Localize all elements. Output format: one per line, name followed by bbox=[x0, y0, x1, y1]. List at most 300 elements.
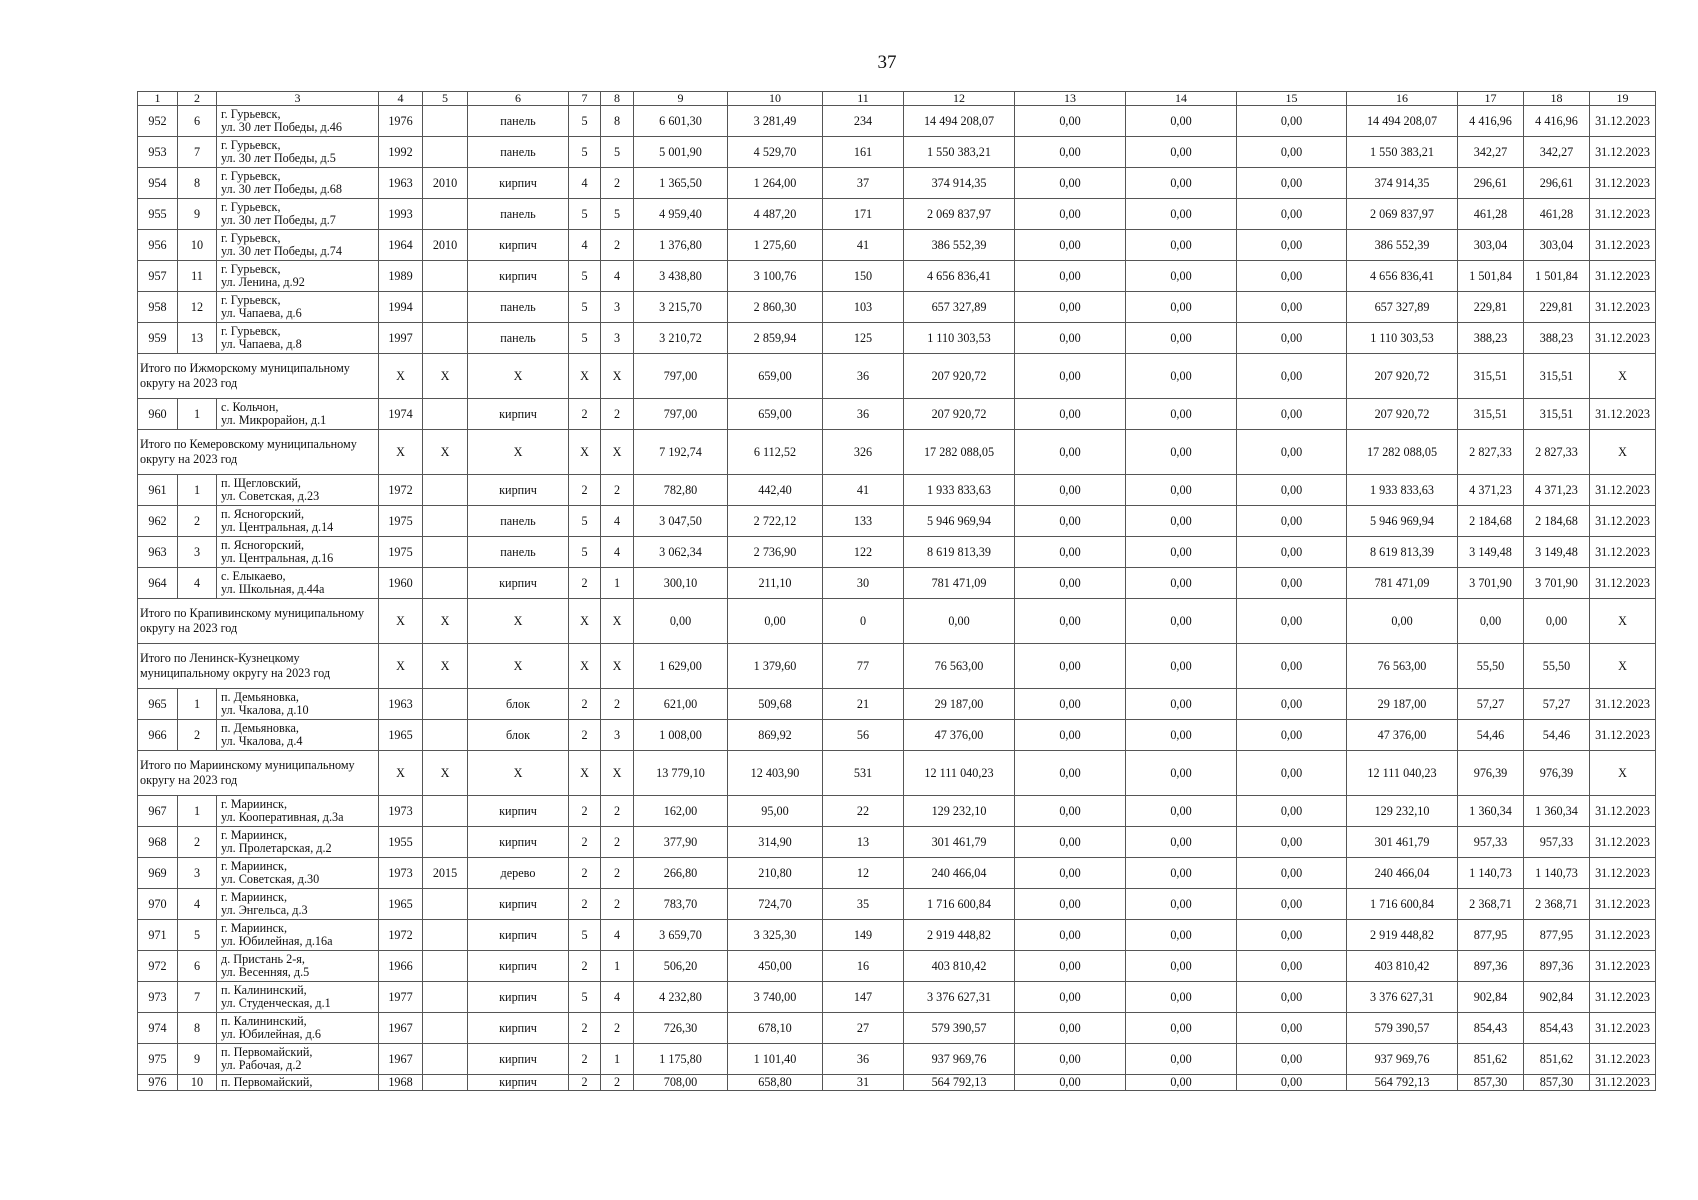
table-cell: 897,36 bbox=[1458, 951, 1524, 982]
table-cell: 36 bbox=[823, 399, 904, 430]
table-cell bbox=[423, 199, 468, 230]
table-cell: 16 bbox=[823, 951, 904, 982]
table-cell: 1955 bbox=[379, 827, 423, 858]
table-cell: 658,80 bbox=[728, 1075, 823, 1091]
address-street: ул. Чапаева, д.8 bbox=[221, 337, 302, 351]
table-cell: 13 bbox=[823, 827, 904, 858]
table-cell: 0,00 bbox=[1015, 689, 1126, 720]
table-cell: 0,00 bbox=[1126, 751, 1237, 796]
column-number: 4 bbox=[379, 92, 423, 106]
table-cell: панель bbox=[468, 106, 569, 137]
table-cell: 374 914,35 bbox=[904, 168, 1015, 199]
table-cell bbox=[423, 889, 468, 920]
table-cell: X bbox=[468, 599, 569, 644]
table-cell: 12 111 040,23 bbox=[904, 751, 1015, 796]
table-cell: 3 376 627,31 bbox=[904, 982, 1015, 1013]
table-cell: 5 946 969,94 bbox=[904, 506, 1015, 537]
table-cell: 5 bbox=[178, 920, 217, 951]
table-cell: 972 bbox=[138, 951, 178, 982]
table-cell: 0,00 bbox=[1015, 951, 1126, 982]
table-cell: 937 969,76 bbox=[904, 1044, 1015, 1075]
table-cell: 31.12.2023 bbox=[1590, 827, 1656, 858]
column-number: 12 bbox=[904, 92, 1015, 106]
table-cell: 0,00 bbox=[1237, 475, 1347, 506]
table-cell: 976,39 bbox=[1458, 751, 1524, 796]
table-cell: 0,00 bbox=[1237, 1044, 1347, 1075]
table-cell: 2 184,68 bbox=[1524, 506, 1590, 537]
table-cell: 0,00 bbox=[1015, 889, 1126, 920]
table-cell: 0,00 bbox=[1237, 599, 1347, 644]
table-cell: 2 bbox=[569, 720, 601, 751]
table-cell: 3 215,70 bbox=[634, 292, 728, 323]
table-cell: 2010 bbox=[423, 230, 468, 261]
table-cell: X bbox=[601, 430, 634, 475]
table-cell: 0,00 bbox=[1237, 537, 1347, 568]
address-street: ул. Пролетарская, д.2 bbox=[221, 841, 332, 855]
table-cell: 1 bbox=[178, 796, 217, 827]
table-cell: X bbox=[601, 354, 634, 399]
table-cell: кирпич bbox=[468, 399, 569, 430]
table-cell: 2 736,90 bbox=[728, 537, 823, 568]
table-cell: 1964 bbox=[379, 230, 423, 261]
address-cell bbox=[217, 982, 379, 1013]
table-cell: 31 bbox=[823, 1075, 904, 1091]
table-cell: 1965 bbox=[379, 720, 423, 751]
table-cell: 0,00 bbox=[1126, 323, 1237, 354]
table-cell: 77 bbox=[823, 644, 904, 689]
table-cell: 0,00 bbox=[1126, 889, 1237, 920]
table-cell: 6 bbox=[178, 951, 217, 982]
table-cell: 0,00 bbox=[1015, 292, 1126, 323]
table-cell: 57,27 bbox=[1524, 689, 1590, 720]
table-cell: 3 bbox=[178, 537, 217, 568]
table-cell: 659,00 bbox=[728, 399, 823, 430]
address-locality: г. Гурьевск, bbox=[221, 324, 281, 338]
table-cell: 2 bbox=[178, 720, 217, 751]
table-cell: 1 110 303,53 bbox=[904, 323, 1015, 354]
table-cell: 229,81 bbox=[1458, 292, 1524, 323]
table-cell: 2 bbox=[569, 889, 601, 920]
address-street: ул. Ленина, д.92 bbox=[221, 275, 305, 289]
address-street: ул. Рабочая, д.2 bbox=[221, 1058, 302, 1072]
table-row bbox=[138, 199, 1656, 230]
table-cell: 877,95 bbox=[1458, 920, 1524, 951]
summary-label: Итого по Крапивинскому муниципальному округу на 2023 год bbox=[138, 599, 379, 644]
table-cell: 0,00 bbox=[1015, 751, 1126, 796]
table-cell: X bbox=[569, 751, 601, 796]
table-cell: 17 282 088,05 bbox=[1347, 430, 1458, 475]
table-cell: 47 376,00 bbox=[1347, 720, 1458, 751]
column-number: 7 bbox=[569, 92, 601, 106]
table-cell: 797,00 bbox=[634, 354, 728, 399]
table-cell: 10 bbox=[178, 1075, 217, 1091]
table-cell: X bbox=[1590, 354, 1656, 399]
table-cell: 0,00 bbox=[1524, 599, 1590, 644]
table-cell: 902,84 bbox=[1524, 982, 1590, 1013]
table-cell: 234 bbox=[823, 106, 904, 137]
table-cell: 2 bbox=[569, 689, 601, 720]
table-cell: 0,00 bbox=[1126, 506, 1237, 537]
table-cell: 0,00 bbox=[1237, 568, 1347, 599]
summary-row bbox=[138, 644, 1656, 689]
table-cell: X bbox=[1590, 751, 1656, 796]
table-row bbox=[138, 475, 1656, 506]
table-cell: 207 920,72 bbox=[904, 354, 1015, 399]
address-cell bbox=[217, 720, 379, 751]
table-cell: 266,80 bbox=[634, 858, 728, 889]
table-row bbox=[138, 720, 1656, 751]
address-locality: г. Гурьевск, bbox=[221, 293, 281, 307]
table-cell: 133 bbox=[823, 506, 904, 537]
table-cell: 0,00 bbox=[904, 599, 1015, 644]
table-cell: 2 069 837,97 bbox=[904, 199, 1015, 230]
table-cell: 6 601,30 bbox=[634, 106, 728, 137]
table-cell: 162,00 bbox=[634, 796, 728, 827]
table-cell: 781 471,09 bbox=[904, 568, 1015, 599]
table-cell: 955 bbox=[138, 199, 178, 230]
address-locality: п. Первомайский, bbox=[221, 1045, 313, 1059]
table-cell: 14 494 208,07 bbox=[904, 106, 1015, 137]
table-cell: 1976 bbox=[379, 106, 423, 137]
table-cell: 31.12.2023 bbox=[1590, 1075, 1656, 1091]
table-cell: 0,00 bbox=[1237, 106, 1347, 137]
table-cell: 5 946 969,94 bbox=[1347, 506, 1458, 537]
table-cell: 0,00 bbox=[1015, 858, 1126, 889]
table-cell: 1973 bbox=[379, 796, 423, 827]
table-cell: 5 bbox=[569, 323, 601, 354]
table-cell: 1973 bbox=[379, 858, 423, 889]
table-cell: 678,10 bbox=[728, 1013, 823, 1044]
table-cell: 27 bbox=[823, 1013, 904, 1044]
table-cell: 171 bbox=[823, 199, 904, 230]
table-cell: 388,23 bbox=[1458, 323, 1524, 354]
address-cell bbox=[217, 168, 379, 199]
table-cell: 0,00 bbox=[1237, 689, 1347, 720]
table-cell: 17 282 088,05 bbox=[904, 430, 1015, 475]
table-cell: 0,00 bbox=[1126, 1013, 1237, 1044]
table-cell: 315,51 bbox=[1524, 354, 1590, 399]
table-cell: 1960 bbox=[379, 568, 423, 599]
column-number: 6 bbox=[468, 92, 569, 106]
table-cell: 953 bbox=[138, 137, 178, 168]
table-cell: 4 bbox=[601, 537, 634, 568]
table-cell: 374 914,35 bbox=[1347, 168, 1458, 199]
table-cell: 2 827,33 bbox=[1458, 430, 1524, 475]
table-cell: X bbox=[601, 599, 634, 644]
table-row bbox=[138, 889, 1656, 920]
table-cell: 1 bbox=[601, 1044, 634, 1075]
table-cell bbox=[423, 1075, 468, 1091]
table-cell: 4 bbox=[178, 889, 217, 920]
address-locality: г. Гурьевск, bbox=[221, 262, 281, 276]
table-cell: 22 bbox=[823, 796, 904, 827]
table-cell: 0,00 bbox=[1015, 796, 1126, 827]
table-cell: 4 487,20 bbox=[728, 199, 823, 230]
address-cell bbox=[217, 506, 379, 537]
table-cell: 506,20 bbox=[634, 951, 728, 982]
table-cell: кирпич bbox=[468, 920, 569, 951]
table-cell: 9 bbox=[178, 199, 217, 230]
address-cell bbox=[217, 399, 379, 430]
table-cell: 31.12.2023 bbox=[1590, 106, 1656, 137]
table-cell: 303,04 bbox=[1524, 230, 1590, 261]
table-cell: 29 187,00 bbox=[1347, 689, 1458, 720]
table-cell: 0,00 bbox=[1015, 199, 1126, 230]
table-cell: 8 bbox=[601, 106, 634, 137]
table-cell: 0,00 bbox=[1126, 827, 1237, 858]
table-cell: 4 656 836,41 bbox=[904, 261, 1015, 292]
table-cell: 0,00 bbox=[1126, 106, 1237, 137]
table-cell bbox=[423, 292, 468, 323]
table-cell: 4 bbox=[601, 261, 634, 292]
table-cell: 4 416,96 bbox=[1524, 106, 1590, 137]
table-cell: 0,00 bbox=[1015, 1075, 1126, 1091]
address-street: ул. Весенняя, д.5 bbox=[221, 965, 310, 979]
table-cell: блок bbox=[468, 689, 569, 720]
table-cell: X bbox=[423, 644, 468, 689]
table-cell: 579 390,57 bbox=[1347, 1013, 1458, 1044]
table-cell: 12 bbox=[823, 858, 904, 889]
table-row bbox=[138, 982, 1656, 1013]
table-cell bbox=[423, 537, 468, 568]
table-cell: 2 bbox=[178, 827, 217, 858]
table-cell: 3 bbox=[178, 858, 217, 889]
table-cell: 1 bbox=[601, 951, 634, 982]
table-cell: 0,00 bbox=[1237, 323, 1347, 354]
address-cell bbox=[217, 261, 379, 292]
table-cell: панель bbox=[468, 199, 569, 230]
table-cell: 2 bbox=[569, 399, 601, 430]
table-cell: кирпич bbox=[468, 230, 569, 261]
table-cell: 1 933 833,63 bbox=[904, 475, 1015, 506]
table-cell: 1993 bbox=[379, 199, 423, 230]
column-number: 9 bbox=[634, 92, 728, 106]
table-cell: 1 376,80 bbox=[634, 230, 728, 261]
table-cell bbox=[423, 720, 468, 751]
table-cell: 3 740,00 bbox=[728, 982, 823, 1013]
table-cell: 5 bbox=[569, 199, 601, 230]
table-cell: X bbox=[423, 430, 468, 475]
table-cell: 95,00 bbox=[728, 796, 823, 827]
table-cell: панель bbox=[468, 323, 569, 354]
table-cell: 5 bbox=[569, 920, 601, 951]
address-street: ул. Кооперативная, д.3а bbox=[221, 810, 344, 824]
summary-row bbox=[138, 430, 1656, 475]
table-cell: 4 bbox=[601, 506, 634, 537]
table-cell bbox=[423, 1013, 468, 1044]
address-locality: г. Мариинск, bbox=[221, 797, 288, 811]
table-cell: 2 bbox=[601, 475, 634, 506]
table-cell: 147 bbox=[823, 982, 904, 1013]
table-cell: 0,00 bbox=[1126, 430, 1237, 475]
table-row bbox=[138, 137, 1656, 168]
table-cell: 2 919 448,82 bbox=[1347, 920, 1458, 951]
table-cell: 1994 bbox=[379, 292, 423, 323]
table-cell: 125 bbox=[823, 323, 904, 354]
table-cell: 971 bbox=[138, 920, 178, 951]
table-cell: панель bbox=[468, 506, 569, 537]
table-cell: 76 563,00 bbox=[1347, 644, 1458, 689]
table-cell: 3 210,72 bbox=[634, 323, 728, 354]
table-cell: 3 062,34 bbox=[634, 537, 728, 568]
table-cell: дерево bbox=[468, 858, 569, 889]
table-cell: 877,95 bbox=[1524, 920, 1590, 951]
table-cell: 1997 bbox=[379, 323, 423, 354]
table-cell: 4 bbox=[601, 920, 634, 951]
table-cell: 54,46 bbox=[1524, 720, 1590, 751]
table-cell: 1 550 383,21 bbox=[904, 137, 1015, 168]
table-cell: 509,68 bbox=[728, 689, 823, 720]
table-cell: X bbox=[569, 430, 601, 475]
table-row bbox=[138, 827, 1656, 858]
table-cell: 0,00 bbox=[634, 599, 728, 644]
table-cell: 0,00 bbox=[1015, 982, 1126, 1013]
table-cell: 5 bbox=[569, 537, 601, 568]
table-cell: 9 bbox=[178, 1044, 217, 1075]
summary-row bbox=[138, 599, 1656, 644]
address-cell bbox=[217, 1044, 379, 1075]
column-number: 18 bbox=[1524, 92, 1590, 106]
table-cell: 1975 bbox=[379, 506, 423, 537]
table-cell: 2 069 837,97 bbox=[1347, 199, 1458, 230]
column-number: 11 bbox=[823, 92, 904, 106]
table-cell: 531 bbox=[823, 751, 904, 796]
address-locality: с. Кольчон, bbox=[221, 400, 279, 414]
table-cell: 5 bbox=[569, 261, 601, 292]
table-cell: 0,00 bbox=[1126, 951, 1237, 982]
table-row bbox=[138, 858, 1656, 889]
table-cell: X bbox=[468, 644, 569, 689]
address-street: ул. 30 лет Победы, д.68 bbox=[221, 182, 342, 196]
table-cell: 4 959,40 bbox=[634, 199, 728, 230]
table-cell: 4 529,70 bbox=[728, 137, 823, 168]
table-cell: X bbox=[569, 354, 601, 399]
table-cell: 296,61 bbox=[1458, 168, 1524, 199]
table-cell: 657 327,89 bbox=[1347, 292, 1458, 323]
address-locality: п. Демьяновка, bbox=[221, 721, 299, 735]
table-cell: 314,90 bbox=[728, 827, 823, 858]
table-row bbox=[138, 796, 1656, 827]
table-cell: 461,28 bbox=[1524, 199, 1590, 230]
table-cell: 1 629,00 bbox=[634, 644, 728, 689]
table-cell: 2 bbox=[569, 1013, 601, 1044]
table-cell: 1 550 383,21 bbox=[1347, 137, 1458, 168]
table-cell bbox=[423, 1044, 468, 1075]
table-cell bbox=[423, 475, 468, 506]
table-cell: X bbox=[468, 751, 569, 796]
table-cell: 854,43 bbox=[1458, 1013, 1524, 1044]
table-cell: кирпич bbox=[468, 796, 569, 827]
table-cell: 851,62 bbox=[1524, 1044, 1590, 1075]
table-cell: 5 bbox=[601, 137, 634, 168]
table-cell: 0,00 bbox=[1237, 137, 1347, 168]
table-cell: 240 466,04 bbox=[1347, 858, 1458, 889]
column-number: 15 bbox=[1237, 92, 1347, 106]
table-cell: 2 bbox=[601, 168, 634, 199]
table-cell: 14 494 208,07 bbox=[1347, 106, 1458, 137]
table-row bbox=[138, 1013, 1656, 1044]
table-cell: 0,00 bbox=[1015, 1013, 1126, 1044]
table-cell: 31.12.2023 bbox=[1590, 689, 1656, 720]
table-cell: 966 bbox=[138, 720, 178, 751]
table-cell bbox=[423, 796, 468, 827]
table-cell: 3 376 627,31 bbox=[1347, 982, 1458, 1013]
address-cell bbox=[217, 889, 379, 920]
table-cell: 207 920,72 bbox=[1347, 399, 1458, 430]
table-cell: 1 716 600,84 bbox=[904, 889, 1015, 920]
table-cell: 31.12.2023 bbox=[1590, 1013, 1656, 1044]
table-cell: 2 bbox=[601, 689, 634, 720]
table-cell: 0,00 bbox=[1126, 599, 1237, 644]
table-row bbox=[138, 323, 1656, 354]
table-cell: 8 619 813,39 bbox=[1347, 537, 1458, 568]
table-cell bbox=[423, 568, 468, 599]
table-cell: 31.12.2023 bbox=[1590, 506, 1656, 537]
table-cell: 41 bbox=[823, 475, 904, 506]
column-number: 16 bbox=[1347, 92, 1458, 106]
table-cell: 377,90 bbox=[634, 827, 728, 858]
address-cell bbox=[217, 951, 379, 982]
table-cell: 1 264,00 bbox=[728, 168, 823, 199]
table-cell: 240 466,04 bbox=[904, 858, 1015, 889]
address-locality: п. Щегловский, bbox=[221, 476, 301, 490]
table-cell: 0,00 bbox=[1015, 537, 1126, 568]
table-cell: 1 379,60 bbox=[728, 644, 823, 689]
table-cell: 31.12.2023 bbox=[1590, 475, 1656, 506]
table-cell: 31.12.2023 bbox=[1590, 858, 1656, 889]
address-cell bbox=[217, 920, 379, 951]
table-cell: 857,30 bbox=[1524, 1075, 1590, 1091]
table-cell: 211,10 bbox=[728, 568, 823, 599]
table-cell: 0,00 bbox=[1015, 399, 1126, 430]
table-cell: 35 bbox=[823, 889, 904, 920]
address-cell bbox=[217, 568, 379, 599]
summary-label: Итого по Мариинскому муниципальному округу на 2023 год bbox=[138, 751, 379, 796]
table-cell: 0,00 bbox=[1015, 261, 1126, 292]
table-cell: 2 bbox=[601, 230, 634, 261]
table-cell: 0,00 bbox=[1237, 292, 1347, 323]
table-cell: 1965 bbox=[379, 889, 423, 920]
table-cell: 0,00 bbox=[1126, 261, 1237, 292]
table-cell: 1963 bbox=[379, 168, 423, 199]
table-cell: 2 bbox=[569, 475, 601, 506]
address-street: ул. Студенческая, д.1 bbox=[221, 996, 331, 1010]
table-cell bbox=[423, 261, 468, 292]
table-cell: 442,40 bbox=[728, 475, 823, 506]
table-cell: 12 bbox=[178, 292, 217, 323]
table-cell: 103 bbox=[823, 292, 904, 323]
table-cell: 1972 bbox=[379, 475, 423, 506]
table-cell: 2010 bbox=[423, 168, 468, 199]
table-cell: 2 bbox=[569, 568, 601, 599]
table-row bbox=[138, 106, 1656, 137]
table-cell: 31.12.2023 bbox=[1590, 889, 1656, 920]
address-locality: п. Первомайский, bbox=[221, 1075, 313, 1089]
table-cell: 55,50 bbox=[1524, 644, 1590, 689]
table-cell: 0,00 bbox=[1126, 199, 1237, 230]
table-cell: 621,00 bbox=[634, 689, 728, 720]
table-cell: 10 bbox=[178, 230, 217, 261]
table-cell: 2 860,30 bbox=[728, 292, 823, 323]
table-cell: X bbox=[569, 599, 601, 644]
table-cell: 708,00 bbox=[634, 1075, 728, 1091]
table-cell bbox=[423, 920, 468, 951]
table-cell: 1977 bbox=[379, 982, 423, 1013]
table-cell: 0,00 bbox=[1126, 537, 1237, 568]
table-cell: 954 bbox=[138, 168, 178, 199]
table-cell: 47 376,00 bbox=[904, 720, 1015, 751]
table-cell: 57,27 bbox=[1458, 689, 1524, 720]
